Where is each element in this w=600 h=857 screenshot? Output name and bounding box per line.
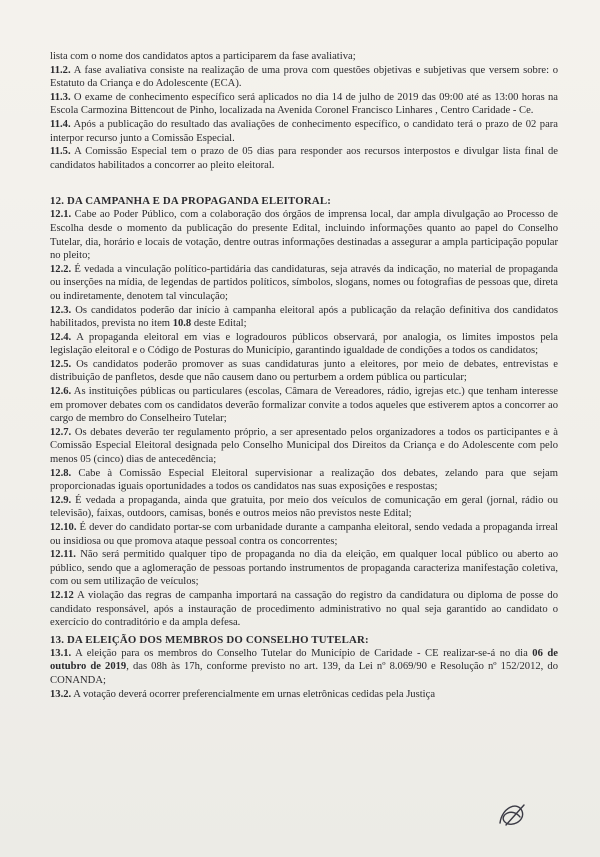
section-12-heading: 12. DA CAMPANHA E DA PROPAGANDA ELEITORAL: (50, 195, 332, 208)
item-number: 13.2. (50, 688, 72, 700)
section-13-heading: 13. DA ELEIÇÃO DOS MEMBROS DO CONSELHO TUTELAR: (50, 633, 369, 646)
item-number: 12.6. (50, 386, 72, 398)
item-13-2 (50, 688, 558, 702)
item-12-5 (50, 358, 558, 385)
section-spacer (50, 172, 558, 194)
item-number: 11.4. (50, 118, 71, 130)
item-number: 12.10. (50, 522, 77, 533)
item-text: Cabe à Comissão Especial Eleitoral supervisionar a realização dos debates, zelando para que sejam proporcionadas iguais oportunidades a todos os candidatos nas suas exposições e respostas; (50, 467, 558, 493)
item-text: As instituições públicas ou particulares (escolas, Câmara de Vereadores, rádio, igrejas etc.) que tenham interesse em promover debates com os candidatos deverão formalizar convite a todos aqueles que estiverem aptos a concorrer ao cargo de membro do Conselheiro Tutelar; (50, 386, 558, 425)
item-text: Os debates deverão ter regulamento próprio, a ser apresentado pelos organizadores a todos os participantes e à Comissão Especial Eleitoral designada pelo Conselho Municipal dos Direitos da Criança e do Adolescente com pelo menos 05 (cinco) dias de antecedência; (50, 426, 558, 466)
item-text: O exame de conhecimento específico será aplicados no dia 14 de julho de 2019 das 09:00 até as 13:00 horas na Escola Carmozina Bittencout de Pinho, localizada na Avenida Coronel Francisco Linhares , Centro Caridade - Ce. (50, 91, 558, 117)
item-11-2 (50, 64, 558, 91)
item-text: Cabe ao Poder Público, com a colaboração dos órgãos de imprensa local, dar ampla divulgação ao Processo de Escolha desde o momento da publicação do presente Edital, incluindo informações quanto ao papel do Conselho Tutelar, dia, horário e locais de votação, dentre outras informações destinadas a assegurar a ampla participação popular no pleito; (50, 209, 558, 262)
item-number: 12.9. (50, 494, 72, 506)
item-12-12 (50, 589, 558, 630)
item-text: A propaganda eleitoral em vias e logradouros públicos observará, por analogia, os limites impostos pela legislação eleitoral e o Código de Posturas do Município, garantindo igualdade de condições a todos os candidatos; (50, 331, 558, 357)
item-date: 06 de outubro de 2019 (50, 647, 558, 673)
item-12-11 (50, 548, 558, 589)
item-11-4 (50, 118, 558, 145)
item-number: 11.5. (50, 146, 71, 158)
item-12-6 (50, 385, 558, 426)
item-text: Não será permitido qualquer tipo de propaganda no dia da eleição, em qualquer local público ou aberto ao público, sendo que a aglomeração de pessoas portando instrumentos de propaganda caracteriza manifestação coletiva, com ou sem utilização de veículos; (50, 549, 558, 588)
item-number: 12.3. (50, 304, 72, 316)
item-text: Após a publicação do resultado das avaliações de conhecimento específico, o candidato terá o prazo de 02 para interpor recurso junto a Comissão Especial. (50, 118, 558, 144)
item-number: 12.11. (50, 549, 76, 561)
item-text: É vedada a propaganda, ainda que gratuita, por meio dos veículos de comunicação em geral (jornal, rádio ou televisão), faixas, outdoors, camisas, bonés e outros meios não previstos neste Edital; (50, 494, 558, 520)
item-11-3 (50, 91, 558, 118)
item-text: A fase avaliativa consiste na realização de uma prova com questões objetivas e subjetivas que versem sobre: o Estatuto da Criança e do Adolescente (ECA). (50, 64, 558, 90)
item-number: 13.1. (50, 647, 72, 659)
item-text: A Comissão Especial tem o prazo de 05 dias para responder aos recursos interpostos e divulgar lista final de candidatos habilitados a concorrer ao pleito eleitoral. (50, 146, 558, 171)
item-number: 11.2. (50, 64, 71, 76)
item-ref: 10.8 (172, 318, 192, 330)
item-number: 12.5. (50, 358, 72, 370)
item-12-4 (50, 331, 558, 358)
item-text: É vedada a vinculação político-partidária das candidaturas, seja através da indicação, no material de propaganda ou inserções na mídia, de legendas de partidos políticos, símbolos, slogans, nomes ou fotografias de pessoas que, direta ou indiretamente, denotem tal vinculação; (50, 263, 558, 302)
item-text: Os candidatos poderão dar início à campanha eleitoral após a publicação da relação definitiva dos candidatos habilitados, prevista no item (50, 304, 558, 330)
initials-signature (492, 795, 532, 835)
item-12-3 (50, 304, 558, 331)
item-12-1 (50, 208, 558, 262)
item-number: 12.8. (50, 467, 72, 479)
item-12-8 (50, 467, 558, 494)
item-text: É dever do candidato portar-se com urbanidade durante a campanha eleitoral, sendo vedada a propaganda irreal ou insidiosa ou que promova ataque pessoal contra os concorrentes; (50, 522, 558, 547)
item-text-tail: deste Edital; (191, 318, 247, 330)
item-number: 11.3. (50, 91, 71, 103)
item-12-7 (50, 426, 558, 467)
item-text-tail: , das 08h às 17h, conforme previsto no art. 139, da Lei nº 8.069/90 e Resolução nº 152/2012, do CONANDA; (50, 661, 558, 686)
item-12-9 (50, 494, 558, 521)
item-number: 12.2. (50, 263, 72, 275)
item-text: A violação das regras de campanha importará na cassação do registro da candidatura ou diploma de posse do candidato responsável, após a instauração de procedimento administrativo no qual seja garantido ao candidato o exercício do contraditório e da ampla defesa. (50, 589, 558, 629)
item-text: Os candidatos poderão promover as suas candidaturas junto a eleitores, por meio de debates, entrevistas e distribuição de panfletos, desde que não causem dano ou perturbem a ordem pública ou particular; (50, 358, 558, 384)
item-number: 12.12 (50, 589, 74, 601)
item-number: 12.4. (50, 331, 72, 343)
item-number: 12.1. (50, 209, 72, 221)
intro-line: lista com o nome dos candidatos aptos a participarem da fase avaliativa; (50, 51, 356, 62)
item-number: 12.7. (50, 426, 72, 438)
item-12-2 (50, 263, 558, 304)
item-12-10 (50, 521, 558, 548)
item-text: A votação deverá ocorrer preferencialmente em urnas eletrônicas cedidas pela Justiça (71, 688, 436, 700)
item-13-1 (50, 647, 558, 688)
item-11-5 (50, 145, 558, 172)
item-text: A eleição para os membros do Conselho Tutelar do Município de Caridade - CE realizar-se-á no dia (71, 647, 533, 659)
